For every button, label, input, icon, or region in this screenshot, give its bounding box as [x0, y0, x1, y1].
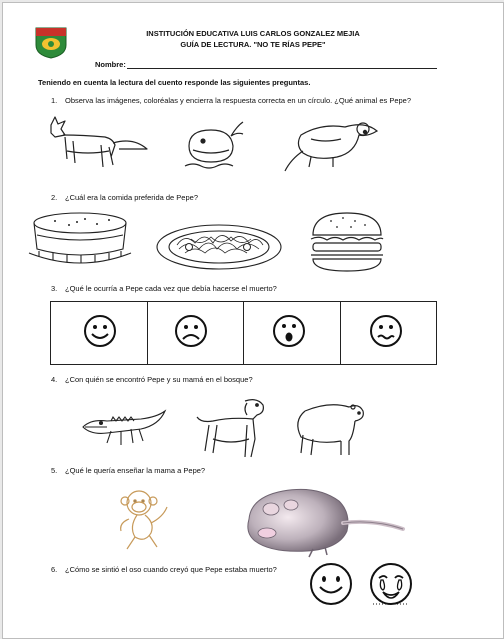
name-line[interactable] — [127, 68, 437, 69]
question-1-text: Observa las imágenes, coloréalas y encierra la respuesta correcta en un círculo. ¿Qué animal es Pepe? — [65, 96, 412, 105]
question-4-text: ¿Con quién se encontró Pepe y su mamá en el bosque? — [65, 375, 253, 384]
face-cell-worried[interactable] — [341, 302, 437, 364]
fox-drawing-icon[interactable] — [43, 115, 151, 179]
surprised-face-icon — [272, 314, 306, 348]
face-cell-happy[interactable] — [51, 302, 148, 364]
spaghetti-plate-icon[interactable] — [155, 217, 283, 273]
monkey-drawing-icon[interactable] — [115, 487, 171, 553]
hamburger-drawing-icon[interactable] — [307, 209, 387, 277]
happy-face-icon — [83, 314, 117, 348]
smiling-face-icon[interactable] — [309, 562, 353, 606]
worried-face-icon — [369, 314, 403, 348]
crocodile-drawing-icon[interactable] — [81, 405, 167, 449]
question-5-number: 5. — [51, 466, 58, 475]
face-cell-sad[interactable] — [148, 302, 245, 364]
cake-drawing-icon[interactable] — [25, 209, 135, 269]
question-6-text: ¿Cómo se sintió el oso cuando creyó que Pepe estaba muerto? — [65, 565, 277, 574]
face-cell-surprised[interactable] — [244, 302, 341, 364]
question-2-number: 2. — [51, 193, 58, 202]
question-1-number: 1. — [51, 96, 58, 105]
question-6-number: 6. — [51, 565, 58, 574]
opossum-playing-dead-icon[interactable] — [243, 479, 405, 559]
question-3-text: ¿Qué le ocurría a Pepe cada vez que debía hacerse el muerto? — [65, 284, 277, 293]
dog-drawing-icon[interactable] — [191, 395, 269, 463]
guide-title: GUÍA DE LECTURA. "NO TE RÍAS PEPE" — [180, 40, 326, 49]
crying-face-icon[interactable] — [367, 560, 415, 608]
instructions: Teniendo en cuenta la lectura del cuento responde las siguientes preguntas. — [38, 78, 311, 87]
sad-face-icon — [174, 314, 208, 348]
whale-drawing-icon[interactable] — [183, 116, 245, 172]
question-3-number: 3. — [51, 284, 58, 293]
question-4-number: 4. — [51, 375, 58, 384]
question-5-text: ¿Qué le quería enseñar la mama a Pepe? — [65, 466, 206, 475]
name-label: Nombre: — [95, 60, 126, 69]
worksheet-page — [2, 2, 504, 639]
bear-drawing-icon[interactable] — [289, 397, 369, 459]
question-2-text: ¿Cuál era la comida preferida de Pepe? — [65, 193, 198, 202]
opossum-drawing-icon[interactable] — [281, 113, 381, 177]
faces-table — [50, 301, 437, 365]
school-name: INSTITUCIÓN EDUCATIVA LUIS CARLOS GONZALEZ MEJIA — [146, 29, 360, 38]
